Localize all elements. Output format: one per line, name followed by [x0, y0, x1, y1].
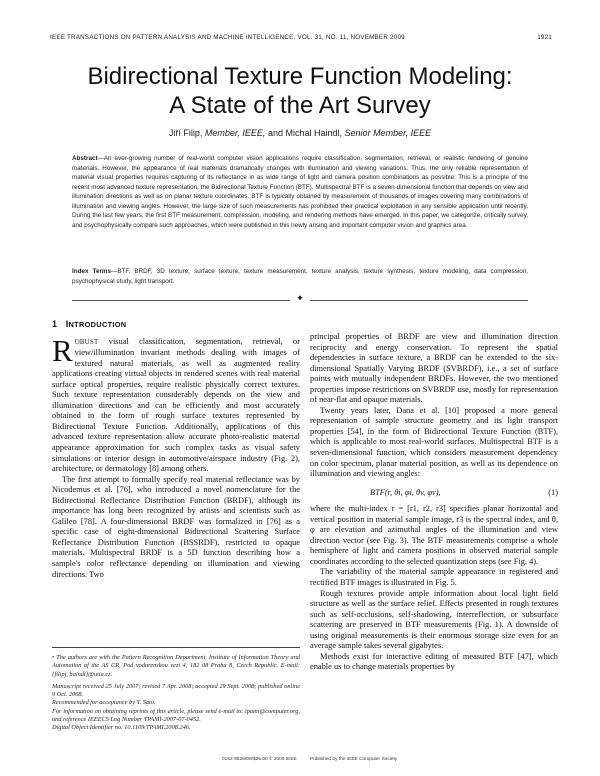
right-paragraph-3: where the multi-index r = [r1, r2, r3] specifies planar horizontal and vertical position in material sample image, r3 is the spectral index, and θ, φ are elevation and azimuthal angles of the illumination and view direction vector (see Fig. 3). The BTF measurements comprise a whole hemisphere of light and camera positions in observed material sample coordinates according to the selected quantization steps (see Fig. 4).	[310, 504, 558, 566]
right-column	[310, 332, 558, 673]
section-divider	[72, 294, 528, 304]
footnote-received: Manuscript received 25 July 2007; revised 7 Apr. 2008; accepted 29 Sept. 2008; published online 9 Oct. 2008.	[52, 682, 300, 699]
abstract-text: —An ever-growing number of real-world computer vision applications require classification, segmentation, retrieval, or realistic rendering of genuine materials. However, the appearance of real materials dramatically changes with illumination and viewing variations. Thus, the only reliable representation of material visual properties requires capturing of its reflectance in as wide range of light and camera position combinations as possible. This is a principle of the recent most advanced texture representation, the Bidirectional Texture Function (BTF). Multispectral BTF is a seven-dimensional function that depends on view and illumination directions as well as on planar texture coordinates. BTF is typically obtained by measurement of thousands of images covering many combinations of illumination and viewing angles. However, the large size of such measurements has prohibited their practical exploitation in any sensible application until recently. During the last few years, the first BTF measurement, compression, modeling, and rendering methods have emerged. In this paper, we categorize, critically survey, and psychophysically compare such approaches, which were published in this newly arising and important computer vision and graphics area.	[72, 155, 528, 229]
paper-title	[40, 62, 560, 120]
section-title-initial: I	[65, 319, 69, 329]
title-line-2: A State of the Art Survey	[169, 92, 431, 119]
index-terms-text: —BTF, BRDF, 3D texture, surface texture, texture measurement, texture analysis, texture synthesis, texture modeling, data compression, psychophysical study, light transport.	[72, 268, 528, 285]
author-and: and	[267, 128, 283, 138]
drop-cap: R	[52, 332, 73, 368]
equation-body: BTF(r, θi, φi, θv, φv),	[370, 487, 441, 497]
page-number: 1921	[537, 34, 552, 41]
left-paragraph-2: The first attempt to formally specify real material reflectance was by Nicodemus et al. [76], who introduced a novel nomenclature for the Bidirectional Reflectance Distribution Function (BRDF), although its importance has long been recognized by artists and scientists such as Galileo [78]. A four-dimensional BRDF was formalized in [76] as a specific case of eight-dimensional Bidirectional Scattering Surface Reflectance Distribution Function (BSSRDF), restricted to opaque materials. Multispectral BRDF is a 5D function describing how a sample's color reflectance depending on illumination and viewing directions. Two	[52, 474, 300, 579]
abstract	[72, 154, 528, 230]
equation-number: (1)	[548, 487, 558, 497]
right-paragraph-1: principal properties of BRDF are view and illumination direction reciprocity and energy conservation. To represent the spatial dependencies in surface texture, a BRDF can be extended to the six-dimensional Spatially Varying BRDF (SVBRDF), i.e., a set of surface points with mutually independent BRDFs. However, the two mentioned properties impose restrictions on SVBRDF use, mostly for representation of near-flat and opaque materials.	[310, 332, 558, 405]
section-title-rest: NTRODUCTION	[68, 320, 127, 329]
right-paragraph-4: The variability of the material sample appearance in registered and rectified BTF images is illustrated in Fig. 5.	[310, 567, 558, 588]
author-1: Jiří Filip,	[168, 128, 203, 138]
section-heading	[52, 319, 300, 331]
footer-copyright: 0162-8828/09/$25.00 © 2009 IEEE	[222, 757, 297, 762]
footnote-rule	[52, 647, 300, 648]
divider-line-right	[310, 300, 528, 301]
journal-name: IEEE TRANSACTIONS ON PATTERN ANALYSIS AND MACHINE INTELLIGENCE, VOL. 31, NO. 11, NOVEMBER 2009	[50, 34, 405, 41]
footnotes	[52, 647, 300, 733]
footnote-recommended: Recommended for acceptance by Y. Sato.	[52, 699, 156, 707]
section-number: 1	[52, 319, 58, 329]
equation-1	[310, 488, 558, 499]
abstract-label: Abstract	[72, 155, 98, 162]
right-paragraph-2: Twenty years later, Dana et al. [10] proposed a more general representation of sample structure geometry and its light transport properties [54], in the form of Bidirectional Texture Function (BTF), which is applicable to most real-world surfaces. Multispectral BTF is a seven-dimensional function, which considers measurement dependency on color spectrum, planar material position, as well as its dependence on illumination and viewing angles:	[310, 405, 558, 479]
left-column	[52, 319, 300, 580]
right-paragraph-5: Rough textures provide ample information about local light field structure as well as the surface relief. Effects presented in rough textures such as self-occlusions, self-shadowing, interreflection, or subsurface scattering are preserved in BTF measurements (Fig. 1). A downside of using original measurements is their enormous storage size even for an average sample takes several gigabytes.	[310, 588, 558, 651]
author-2-role: Senior Member, IEEE	[344, 128, 432, 138]
footnote-doi: Digital Object Identifier no. 10.1109/TPAMI.2008.246.	[52, 724, 191, 732]
footer-publisher: Published by the IEEE Computer Society	[310, 757, 398, 762]
title-line-1: Bidirectional Texture Function Modeling:	[87, 63, 513, 90]
authors	[40, 128, 560, 138]
divider-line-left	[72, 300, 290, 301]
divider-diamond-icon: ✦	[296, 294, 304, 304]
author-2: Michal Haindl,	[285, 128, 343, 138]
running-head	[50, 34, 552, 41]
left-paragraph-1	[52, 332, 300, 475]
footnote-affiliation: • The authors are with the Pattern Recognition Department, Institute of Information Theory and Automation of the AS CR, Pod vodarenskou vezi 4, 182 08 Praha 8, Czech Republic. E-mail: {filipj, haindl}@utia.cz.	[52, 654, 300, 678]
drop-cap-rest: OBUST	[74, 338, 99, 346]
footnote-reprints: For information on obtaining reprints of this article, please send e-mail to: tpami@computer.org, and reference IEEECS Log Number TPAMI-2007-07-0452.	[52, 707, 300, 724]
left-p1-text: visual classification, segmentation, retrieval, or view/illumination invariant methods dealing with images of textured natural materials, as well as augmented reality applications creating virtual objects in rendered scenes with real material surface optical properties, require realistic physically correct textures. Such texture representation considerably depends on the view and illumination directions and can be efficiently and most accurately obtained in the form of rough surface textures represented by Bidirectional Texture Function. Additionally, applications of this advanced texture representation allow accurate photo-realistic material appearance approximation for such complex tasks as visual safety simulations or interior design in automotive/airspace industry (Fig. 2), architecture, or dermatology [8] among others.	[52, 336, 300, 474]
right-paragraph-6: Methods exist for interactive editing of measured BTF [47], which enable us to change materials properties by	[310, 651, 558, 672]
index-terms-label: Index Terms	[72, 268, 112, 275]
author-1-role: Member, IEEE,	[204, 128, 266, 138]
index-terms	[72, 267, 528, 286]
